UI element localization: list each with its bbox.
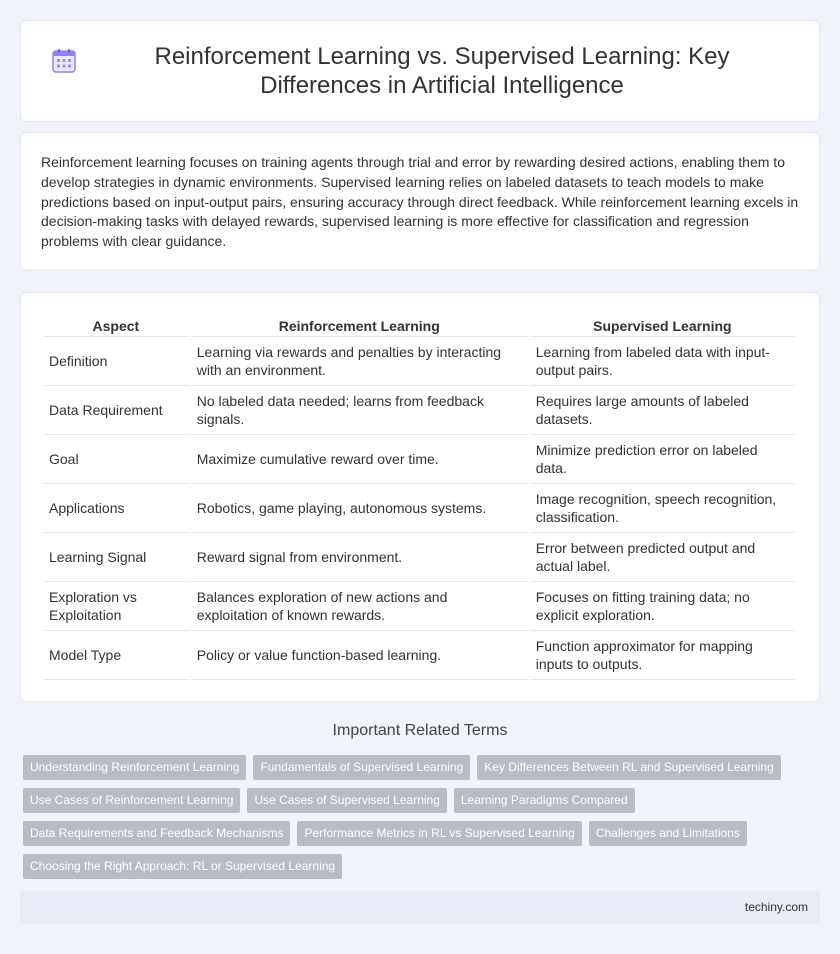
- table-header-row: [43, 313, 795, 337]
- rl-cell: Policy or value function-based learning.: [191, 631, 528, 680]
- sl-cell: Error between predicted output and actual label.: [530, 533, 795, 582]
- aspect-cell: Learning Signal: [43, 533, 189, 582]
- rl-cell: Maximize cumulative reward over time.: [191, 435, 528, 484]
- aspect-cell: Definition: [43, 337, 189, 386]
- header-aspect: Aspect: [43, 313, 189, 337]
- intro-card: [20, 132, 820, 271]
- related-tag[interactable]: Use Cases of Supervised Learning: [247, 788, 446, 813]
- table-row: [43, 386, 795, 435]
- related-tag[interactable]: Performance Metrics in RL vs Supervised Learning: [297, 821, 581, 846]
- related-tag[interactable]: Data Requirements and Feedback Mechanisms: [23, 821, 290, 846]
- sl-cell: Minimize prediction error on labeled data.: [530, 435, 795, 484]
- rl-cell: Learning via rewards and penalties by interacting with an environment.: [191, 337, 528, 386]
- related-tag[interactable]: Understanding Reinforcement Learning: [23, 755, 246, 780]
- table-row: [43, 435, 795, 484]
- header-reinforcement: Reinforcement Learning: [191, 313, 528, 337]
- related-terms-heading: Important Related Terms: [332, 722, 508, 739]
- related-tag[interactable]: Key Differences Between RL and Supervised Learning: [477, 755, 781, 780]
- related-tag[interactable]: Use Cases of Reinforcement Learning: [23, 788, 240, 813]
- comparison-table: [41, 313, 797, 680]
- table-row: [43, 631, 795, 680]
- sl-cell: Requires large amounts of labeled datasets.: [530, 386, 795, 435]
- comparison-card: [20, 292, 820, 702]
- sl-cell: Image recognition, speech recognition, classification.: [530, 484, 795, 533]
- related-tag[interactable]: Fundamentals of Supervised Learning: [253, 755, 470, 780]
- sl-cell: Focuses on fitting training data; no explicit exploration.: [530, 582, 795, 631]
- footer: [20, 890, 820, 924]
- table-row: [43, 582, 795, 631]
- table-row: [43, 533, 795, 582]
- calendar-grid-icon: [51, 48, 77, 74]
- related-tag[interactable]: Challenges and Limitations: [589, 821, 747, 846]
- rl-cell: Balances exploration of new actions and exploitation of known rewards.: [191, 582, 528, 631]
- header-card: [20, 20, 820, 122]
- aspect-cell: Applications: [43, 484, 189, 533]
- table-row: [43, 337, 795, 386]
- aspect-cell: Exploration vs Exploitation: [43, 582, 189, 631]
- intro-paragraph: Reinforcement learning focuses on training agents through trial and error by rewarding desired actions, enabling them to develop strategies in dynamic environments. Supervised learning relies on labeled datasets to teach models to make predictions based on input-output pairs, ensuring accuracy through direct feedback. While reinforcement learning excels in decision-making tasks with delayed rewards, supervised learning is more effective for classification and regression problems with clear guidance.: [41, 154, 799, 250]
- rl-cell: Robotics, game playing, autonomous systems.: [191, 484, 528, 533]
- related-tag[interactable]: Choosing the Right Approach: RL or Supervised Learning: [23, 854, 342, 879]
- aspect-cell: Model Type: [43, 631, 189, 680]
- aspect-cell: Goal: [43, 435, 189, 484]
- sl-cell: Function approximator for mapping inputs to outputs.: [530, 631, 795, 680]
- rl-cell: No labeled data needed; learns from feedback signals.: [191, 386, 528, 435]
- page-title: Reinforcement Learning vs. Supervised Learning: Key Differences in Artificial Intelligence: [154, 43, 730, 99]
- table-row: [43, 484, 795, 533]
- related-tags: [23, 755, 823, 887]
- header-supervised: Supervised Learning: [530, 313, 795, 337]
- aspect-cell: Data Requirement: [43, 386, 189, 435]
- sl-cell: Learning from labeled data with input-output pairs.: [530, 337, 795, 386]
- rl-cell: Reward signal from environment.: [191, 533, 528, 582]
- footer-site-link[interactable]: techiny.com: [744, 900, 808, 914]
- related-tag[interactable]: Learning Paradigms Compared: [454, 788, 635, 813]
- title-wrap: [21, 42, 819, 100]
